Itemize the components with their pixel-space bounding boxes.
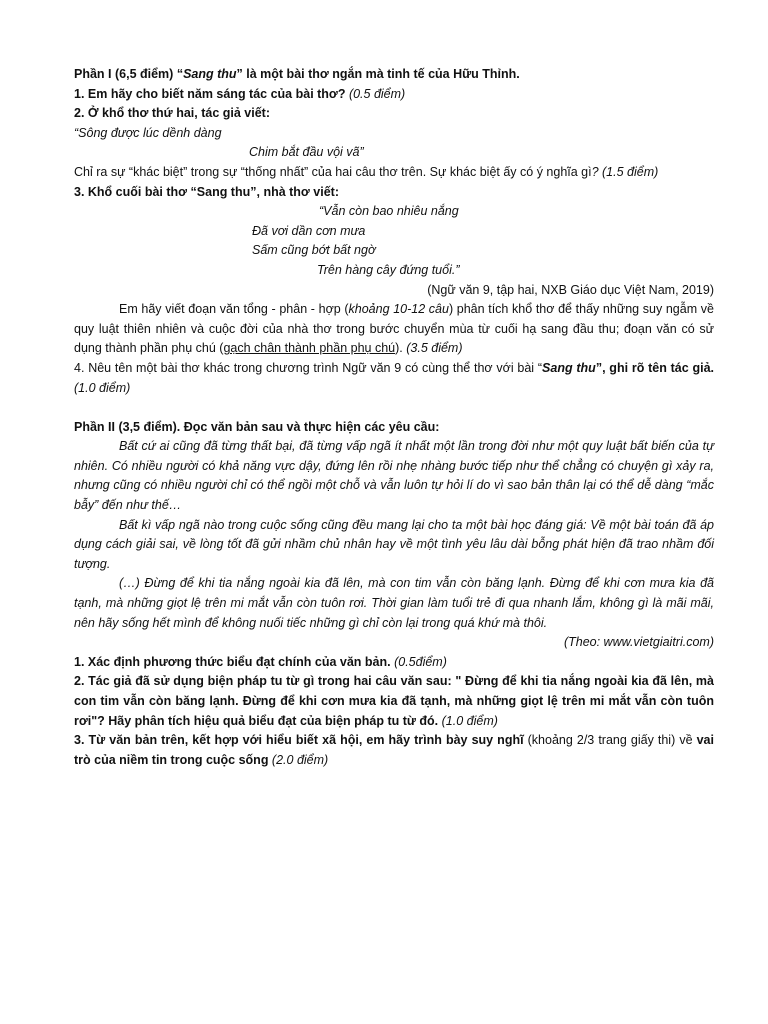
part2-q3-text-b: vai trò của niềm tin trong cuộc sống	[74, 733, 714, 767]
part2-q1-text: 1. Xác định phương thức biểu đạt chính của văn bản.	[74, 654, 391, 669]
part1-q4-title: Sang thu	[542, 360, 596, 375]
part1-q2-prompt	[74, 163, 714, 183]
part2-q3-points: (2.0 điểm)	[268, 752, 329, 767]
part1-question-1	[74, 85, 714, 105]
part2-heading: Phần II (3,5 điểm). Đọc văn bản sau và thực hiện các yêu cầu:	[74, 419, 440, 434]
part1-q4-text-a: 4. Nêu tên một bài thơ khác trong chương trình Ngữ văn 9 có cùng thể thơ với bài “	[74, 360, 543, 375]
part1-q4-text-b: ”, ghi rõ tên tác giả.	[595, 360, 715, 375]
part1-q3-task-c: ) phân tích khổ thơ để thấy những suy ngẫm về quy luật thiên nhiên và cuộc đời của nhà thơ trong bước chuyển mùa từ cuối hạ sang đầu thu; đoạn văn có sử dụng thành phần phụ chú (	[74, 302, 714, 356]
part2-question-2	[74, 672, 714, 731]
part2-passage-2: Bất kì vấp ngã nào trong cuộc sống cũng đều mang lại cho ta một bài học đáng giá: Về một bài toán đã áp dụng cách giải sai, về lòng tốt đã gửi nhầm chủ nhân hay về một tình yêu lâu dài bỗng phát hiện đã trao nhầm đối tượng.	[74, 517, 714, 571]
part2-q3-text-a: 3. Từ văn bản trên, kết hợp với hiểu biết xã hội, em hãy trình bày suy nghĩ	[74, 733, 524, 748]
part2-q1-points: (0.5điểm)	[390, 654, 447, 669]
part1-q3-task-a: Em hãy viết đoạn văn tổng - phân - hợp (	[119, 302, 349, 317]
part1-q2-points: ? (1.5 điểm)	[591, 164, 659, 179]
part1-q3-task-e: ).	[395, 341, 403, 356]
part2-q3-text-normal: (khoảng 2/3 trang giấy thi) về	[523, 733, 697, 748]
part1-q2-verse-1: “Sông được lúc dềnh dàng	[74, 125, 222, 140]
part2-passage-3: (…) Đừng để khi tia nắng ngoài kia đã lên, mà con tim vẫn còn băng lạnh. Đừng để khi cơn mưa kia đã tạnh, mà những giọt lệ trên mi mắt vẫn còn tuôn rơi. Thời gian làm tuổi trẻ đi qua nhanh lắm, không gì là mãi mãi, nên hãy sống hết mình để không nuối tiếc những gì chỉ còn lại trong quá khứ mà thôi.	[74, 576, 714, 630]
part1-heading-rest: ” là một bài thơ ngắn mà tinh tế của Hữu Thỉnh.	[236, 67, 520, 81]
part1-q2-prompt-text: Chỉ ra sự “khác biệt” trong sự “thống nhất” của hai câu thơ trên. Sự khác biệt ấy có ý nghĩa gì	[74, 164, 592, 179]
part1-q3-verse-3: Sấm cũng bớt bất ngờ	[252, 243, 376, 258]
part1-q1-text: 1. Em hãy cho biết năm sáng tác của bài thơ?	[74, 86, 346, 101]
part1-heading-label: Phần I (6,5 điểm)	[74, 67, 174, 81]
part1-q3-verse-1: “Vẫn còn bao nhiêu nắng	[319, 204, 459, 219]
part1-q3-task-b: khoảng 10-12 câu	[348, 302, 449, 317]
part1-question-3: 3. Khổ cuối bài thơ “Sang thu”, nhà thơ viết:	[74, 184, 339, 199]
part2-question-3	[74, 731, 714, 770]
part1-q2-verse-2: Chim bắt đầu vội vã”	[249, 145, 364, 160]
part1-q3-task	[74, 300, 714, 359]
part2-source: (Theo: www.vietgiaitri.com)	[563, 635, 714, 650]
part1-q4-points: (1.0 điểm)	[74, 380, 131, 395]
part1-q3-verse-2: Đã vơi dần cơn mưa	[252, 223, 366, 238]
part2-q2-points: (1.0 điểm)	[438, 713, 498, 728]
part1-question-2: 2. Ở khổ thơ thứ hai, tác giả viết:	[74, 106, 270, 121]
part1-q3-verse-4: Trên hàng cây đứng tuổi.”	[317, 262, 460, 277]
part2-question-1	[74, 653, 714, 673]
part1-heading	[74, 65, 714, 85]
part1-q1-points: (0.5 điểm)	[345, 86, 406, 101]
part2-q2-text: 2. Tác giả đã sử dụng biện pháp tu từ gì trong hai câu văn sau: " Đừng để khi tia nắng ngoài kia đã lên, mà con tim vẫn còn băng lạnh. Đừng để khi cơn mưa kia đã tạnh, mà những giọt lệ trên mi mắt vẫn còn tuôn rơi"? Hãy phân tích hiệu quả biểu đạt của biện pháp tu từ đó.	[74, 674, 714, 728]
part1-heading-quote: “	[173, 67, 184, 81]
section-spacer	[74, 398, 714, 418]
part1-question-4	[74, 359, 714, 398]
part1-heading-title: Sang thu	[183, 67, 237, 81]
part1-q3-points: (3.5 điểm)	[402, 341, 463, 356]
part1-q3-task-d: gạch chân thành phần phụ chú	[223, 341, 396, 356]
part1-q3-source: (Ngữ văn 9, tập hai, NXB Giáo dục Việt Nam, 2019)	[427, 282, 714, 297]
exam-page	[74, 65, 714, 770]
part2-passage-1: Bất cứ ai cũng đã từng thất bại, đã từng vấp ngã ít nhất một lần trong đời như một quy luật bất biến của tự nhiên. Có nhiều người có khả năng vực dậy, đứng lên rồi nhẹ nhàng bước tiếp như thể chẳng có chuyện gì xảy ra, nhưng cũng có nhiều người chỉ có thể ngồi một chỗ và vẫn luôn tự hỏi lí do vì sao bản thân lại có thể dễ dàng “mắc bẫy” đến như thế…	[74, 439, 714, 513]
